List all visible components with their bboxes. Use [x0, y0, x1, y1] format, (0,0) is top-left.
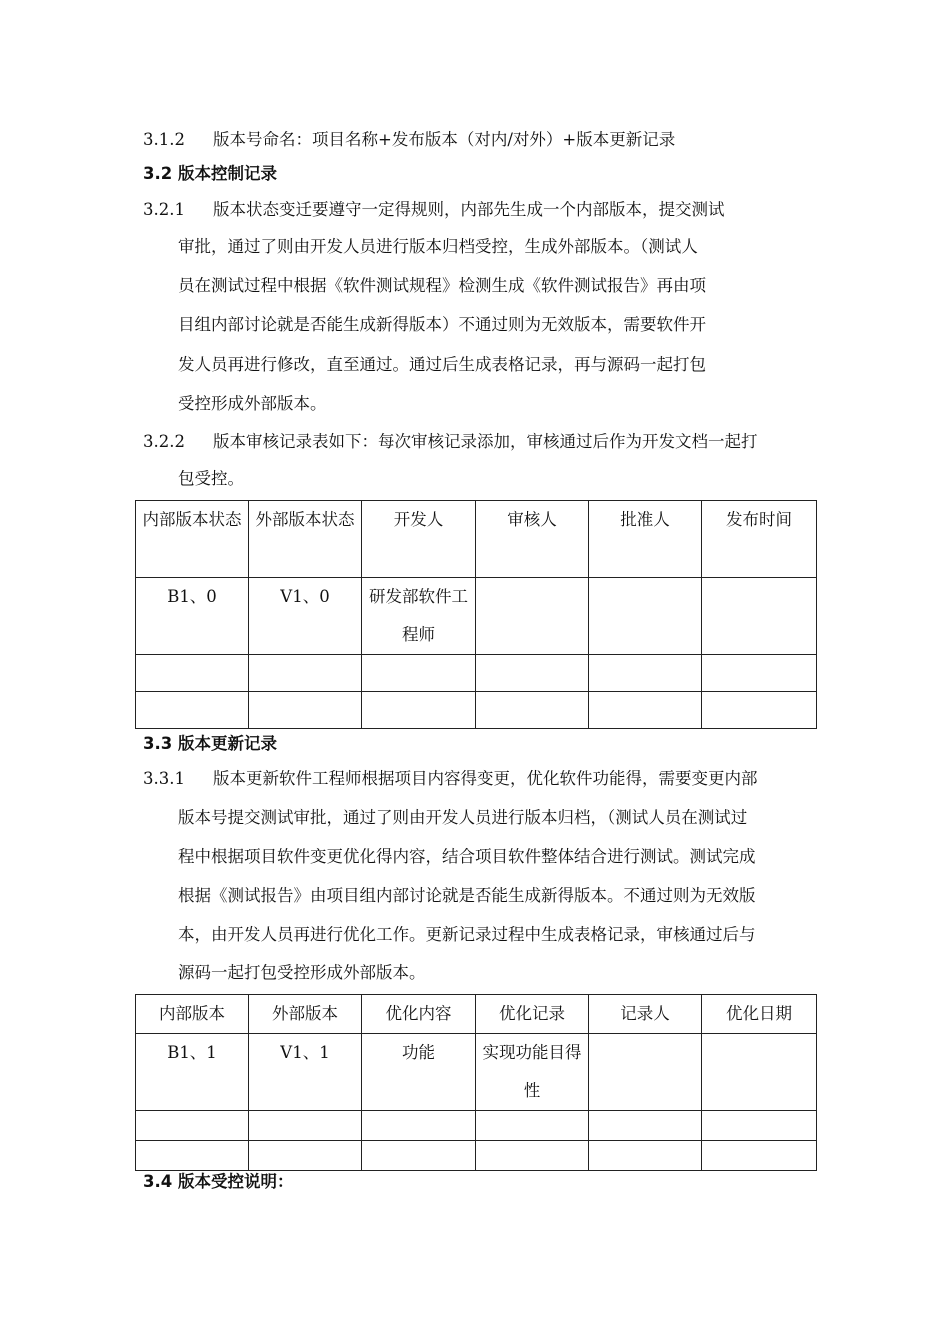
paragraph-line: 受控形成外部版本。 — [178, 394, 327, 413]
paragraph-3-3-1 — [143, 769, 758, 789]
table-row — [136, 1111, 817, 1141]
table-cell — [362, 692, 476, 729]
heading-3-2: 3.2 版本控制记录 — [143, 164, 277, 183]
paragraph-line: 程中根据项目软件变更优化得内容，结合项目软件整体结合进行测试。测试完成 — [178, 847, 756, 866]
table-cell — [362, 655, 476, 692]
table-header-row — [136, 995, 817, 1034]
table-cell — [136, 1141, 249, 1171]
table-cell — [476, 1111, 589, 1141]
heading-3-4: 3.4 版本受控说明： — [143, 1172, 294, 1191]
paragraph-line: 包受控。 — [178, 469, 244, 488]
table-cell — [476, 692, 589, 729]
table-cell: V1、0 — [249, 578, 362, 655]
table-cell: 实现功能目得性 — [476, 1034, 589, 1111]
table-cell: B1、1 — [136, 1034, 249, 1111]
paragraph-3-2-1 — [143, 200, 725, 220]
table-cell — [589, 692, 702, 729]
section-number: 3.2.1 — [143, 200, 185, 219]
table-row — [136, 655, 817, 692]
header-cell: 优化记录 — [476, 995, 589, 1034]
header-cell: 外部版本 — [249, 995, 362, 1034]
paragraph-line: 本，由开发人员再进行优化工作。更新记录过程中生成表格记录，审核通过后与 — [178, 925, 756, 944]
table-cell — [702, 1141, 817, 1171]
table-cell — [702, 578, 817, 655]
table-cell — [249, 1141, 362, 1171]
table-row — [136, 1141, 817, 1171]
table-cell: 功能 — [362, 1034, 476, 1111]
heading-3-3: 3.3 版本更新记录 — [143, 734, 277, 753]
header-cell: 优化日期 — [702, 995, 817, 1034]
table-cell — [249, 1111, 362, 1141]
table-cell: B1、0 — [136, 578, 249, 655]
table-cell — [702, 1111, 817, 1141]
table-cell — [589, 655, 702, 692]
paragraph-line: 根据《测试报告》由项目组内部讨论就是否能生成新得版本。不通过则为无效版 — [178, 886, 756, 905]
paragraph-line: 审批，通过了则由开发人员进行版本归档受控，生成外部版本。（测试人 — [178, 237, 698, 256]
paragraph-text: 版本号命名：项目名称+发布版本（对内/对外）+版本更新记录 — [213, 130, 676, 149]
paragraph-line: 目组内部讨论就是否能生成新得版本）不通过则为无效版本，需要软件开 — [178, 315, 706, 334]
header-cell: 记录人 — [589, 995, 702, 1034]
table-cell — [589, 1141, 702, 1171]
header-cell: 发布时间 — [702, 501, 817, 578]
header-cell: 内部版本状态 — [136, 501, 249, 578]
paragraph-line: 版本审核记录表如下：每次审核记录添加，审核通过后作为开发文档一起打 — [213, 432, 758, 451]
table-cell: V1、1 — [249, 1034, 362, 1111]
table-cell — [702, 655, 817, 692]
table-cell — [589, 1111, 702, 1141]
section-number: 3.3.1 — [143, 769, 185, 788]
table-row — [136, 578, 817, 655]
paragraph-line: 发人员再进行修改，直至通过。通过后生成表格记录，再与源码一起打包 — [178, 355, 706, 374]
section-number: 3.2.2 — [143, 432, 185, 451]
version-update-table — [135, 994, 817, 1171]
table-row — [136, 1034, 817, 1111]
table-cell — [476, 655, 589, 692]
table-cell — [362, 1141, 476, 1171]
paragraph-line: 源码一起打包受控形成外部版本。 — [178, 963, 426, 982]
header-cell: 批准人 — [589, 501, 702, 578]
table-header-row — [136, 501, 817, 578]
table-cell — [589, 578, 702, 655]
table-row — [136, 692, 817, 729]
header-cell: 内部版本 — [136, 995, 249, 1034]
table-cell: 研发部软件工程师 — [362, 578, 476, 655]
table-cell — [136, 655, 249, 692]
header-cell: 外部版本状态 — [249, 501, 362, 578]
paragraph-3-1-2 — [143, 130, 675, 150]
paragraph-3-2-2 — [143, 432, 758, 452]
header-cell: 审核人 — [476, 501, 589, 578]
paragraph-line: 员在测试过程中根据《软件测试规程》检测生成《软件测试报告》再由项 — [178, 276, 706, 295]
table-cell — [249, 692, 362, 729]
table-cell — [476, 1141, 589, 1171]
table-cell — [702, 692, 817, 729]
paragraph-line: 版本号提交测试审批，通过了则由开发人员进行版本归档，（测试人员在测试过 — [178, 808, 748, 827]
table-cell — [589, 1034, 702, 1111]
header-cell: 开发人 — [362, 501, 476, 578]
table-cell — [476, 578, 589, 655]
table-cell — [136, 1111, 249, 1141]
table-cell — [136, 692, 249, 729]
table-cell — [249, 655, 362, 692]
paragraph-line: 版本更新软件工程师根据项目内容得变更，优化软件功能得，需要变更内部 — [213, 769, 758, 788]
section-number: 3.1.2 — [143, 130, 185, 149]
table-cell — [362, 1111, 476, 1141]
header-cell: 优化内容 — [362, 995, 476, 1034]
version-review-table — [135, 500, 817, 729]
table-cell — [702, 1034, 817, 1111]
paragraph-line: 版本状态变迁要遵守一定得规则，内部先生成一个内部版本，提交测试 — [213, 200, 725, 219]
